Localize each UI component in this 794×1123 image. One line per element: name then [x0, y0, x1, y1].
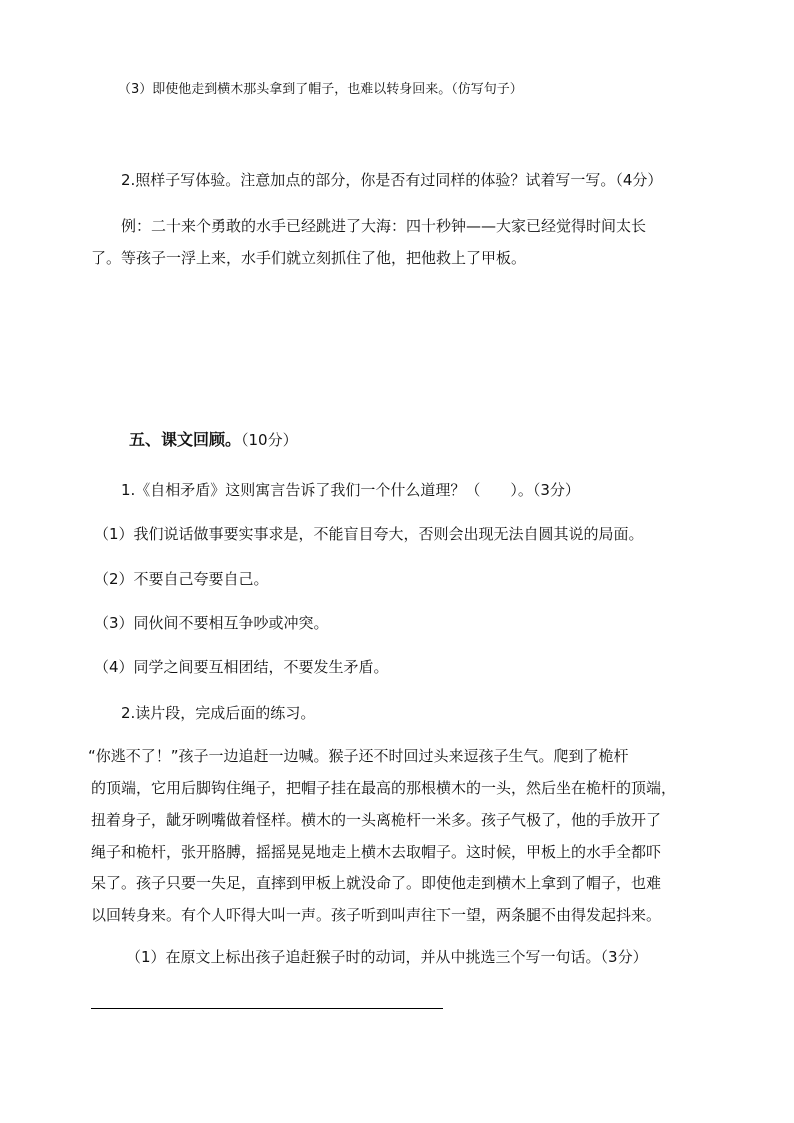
- example-line-2: 了。等孩子一浮上来，水手们就立刻抓住了他，把他救上了甲板。: [91, 249, 527, 267]
- option-4: （4）同学之间要互相团结，不要发生矛盾。: [94, 658, 389, 676]
- q2-write-experience: 2.照样子写体验。注意加点的部分，你是否有过同样的体验？试着写一写。（4分）: [121, 171, 663, 189]
- section-five-heading: [129, 430, 298, 450]
- option-2: （2）不要自己夸要自己。: [94, 570, 269, 588]
- answer-line[interactable]: [91, 1008, 443, 1009]
- q3-imitate-sentence: （3）即使他走到横木那头拿到了帽子，也难以转身回来。（仿写句子）: [118, 82, 523, 97]
- section-title: 五、课文回顾。: [129, 430, 242, 449]
- example-line-1: 例：二十来个勇敢的水手已经跳进了大海：四十秒钟——大家已经觉得时间太长: [121, 217, 647, 235]
- q1-fable-question: 1.《自相矛盾》这则寓言告诉了我们一个什么道理？（ ）。（3分）: [121, 481, 580, 499]
- passage-line-2: 的顶端，它用后脚钩住绳子，把帽子挂在最高的那根横木的一头，然后坐在桅杆的顶端，: [91, 779, 677, 797]
- option-3: （3）同伙间不要相互争吵或冲突。: [94, 614, 329, 632]
- q2-read-passage: 2.读片段，完成后面的练习。: [121, 704, 316, 722]
- passage-line-4: 绳子和桅杆，张开胳膊，摇摇晃晃地走上横木去取帽子。这时候，甲板上的水手全都吓: [91, 843, 662, 861]
- sub-question-1: （1）在原文上标出孩子追赶猴子时的动词，并从中挑选三个写一句话。（3分）: [126, 948, 648, 966]
- passage-line-5: 呆了。孩子只要一失足，直摔到甲板上就没命了。即使他走到横木上拿到了帽子，也难: [91, 874, 662, 892]
- option-1: （1）我们说话做事要实事求是，不能盲目夸大，否则会出现无法自圆其说的局面。: [94, 525, 644, 543]
- passage-line-3: 扭着身子，龇牙咧嘴做着怪样。横木的一头离桅杆一米多。孩子气极了，他的手放开了: [91, 811, 662, 829]
- passage-line-6: 以回转身来。有个人吓得大叫一声。孩子听到叫声往下一望，两条腿不由得发起抖来。: [91, 906, 662, 924]
- passage-line-1: “你逃不了！”孩子一边追赶一边喊。猴子还不时回过头来逗孩子生气。爬到了桅杆: [88, 747, 629, 765]
- section-score: （10分）: [241, 431, 298, 449]
